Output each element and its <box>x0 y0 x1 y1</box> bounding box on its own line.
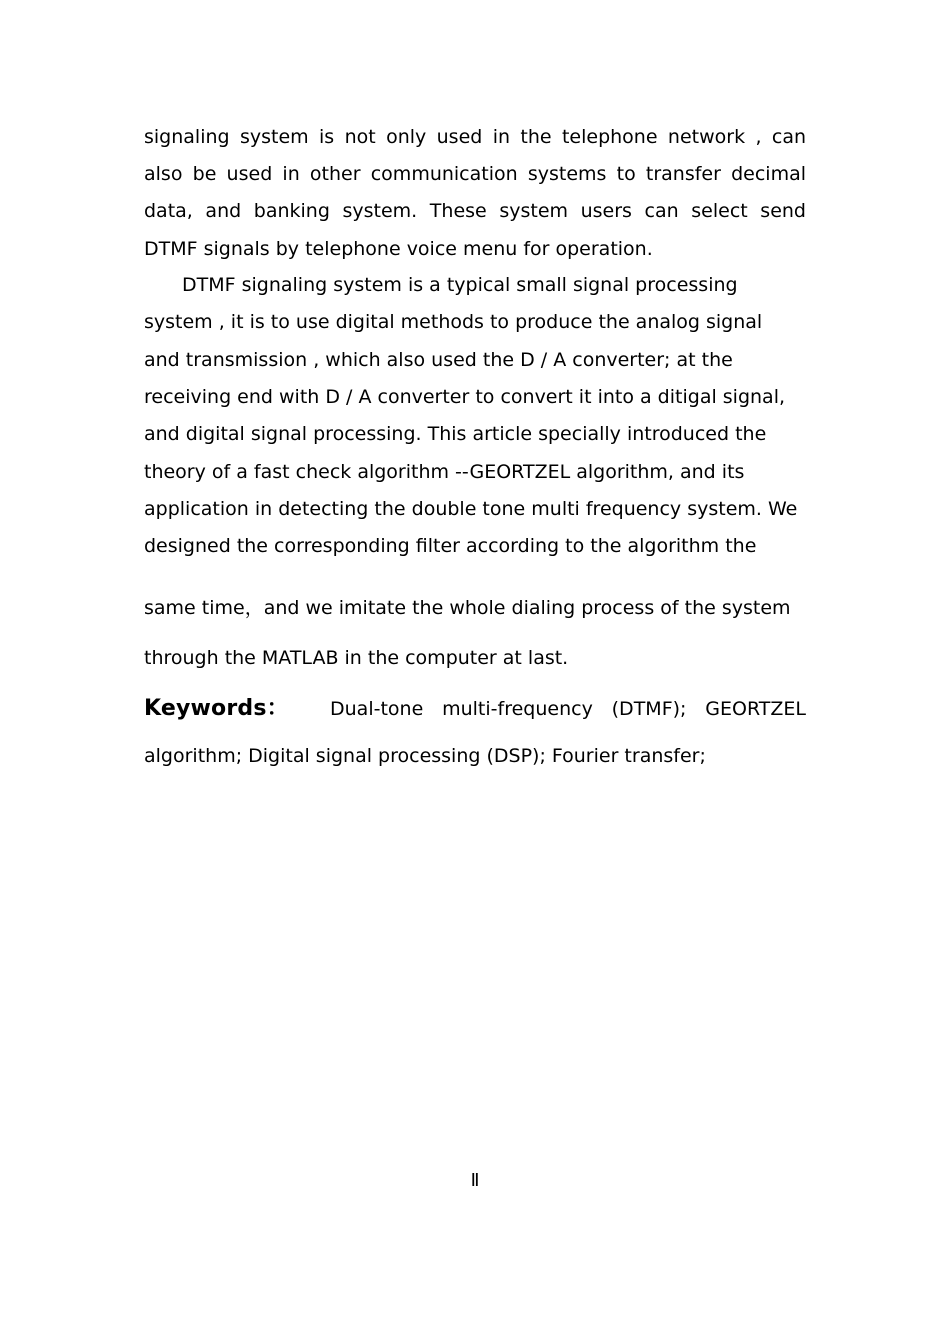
abstract-paragraph-2-first-line: DTMF signaling system is a typical small signal processing <box>182 274 738 296</box>
abstract-line-9: and digital signal processing. This article specially introduced the <box>144 423 767 445</box>
abstract-line-14: through the MATLAB in the computer at last. <box>144 647 569 669</box>
abstract-line-2: also be used in other communication systems to transfer decimal <box>144 163 806 185</box>
abstract-line-12: designed the corresponding filter according to the algorithm the <box>144 535 757 557</box>
page-number: Ⅱ <box>470 1170 480 1191</box>
abstract-line-11: application in detecting the double tone multi frequency system. We <box>144 498 798 520</box>
keywords-line-2: algorithm; Digital signal processing (DSP); Fourier transfer; <box>144 745 706 767</box>
keywords-label: Keywords： <box>144 696 289 721</box>
abstract-line-1: signaling system is not only used in the telephone network , can <box>144 126 806 148</box>
abstract-line-10: theory of a fast check algorithm --GEORTZEL algorithm, and its <box>144 461 745 483</box>
abstract-line-7: and transmission , which also used the D / A converter; at the <box>144 349 733 371</box>
abstract-line-4: DTMF signals by telephone voice menu for operation. <box>144 238 653 260</box>
keywords-row <box>144 694 806 724</box>
abstract-line-13: same time，and we imitate the whole dialing process of the system <box>144 597 791 619</box>
abstract-line-8: receiving end with D / A converter to convert it into a ditigal signal, <box>144 386 786 408</box>
keywords-line-1: Dual-tone multi-frequency (DTMF); GEORTZEL <box>330 698 806 720</box>
abstract-line-6: system , it is to use digital methods to produce the analog signal <box>144 311 763 333</box>
abstract-line-3: data, and banking system. These system users can select send <box>144 200 806 222</box>
